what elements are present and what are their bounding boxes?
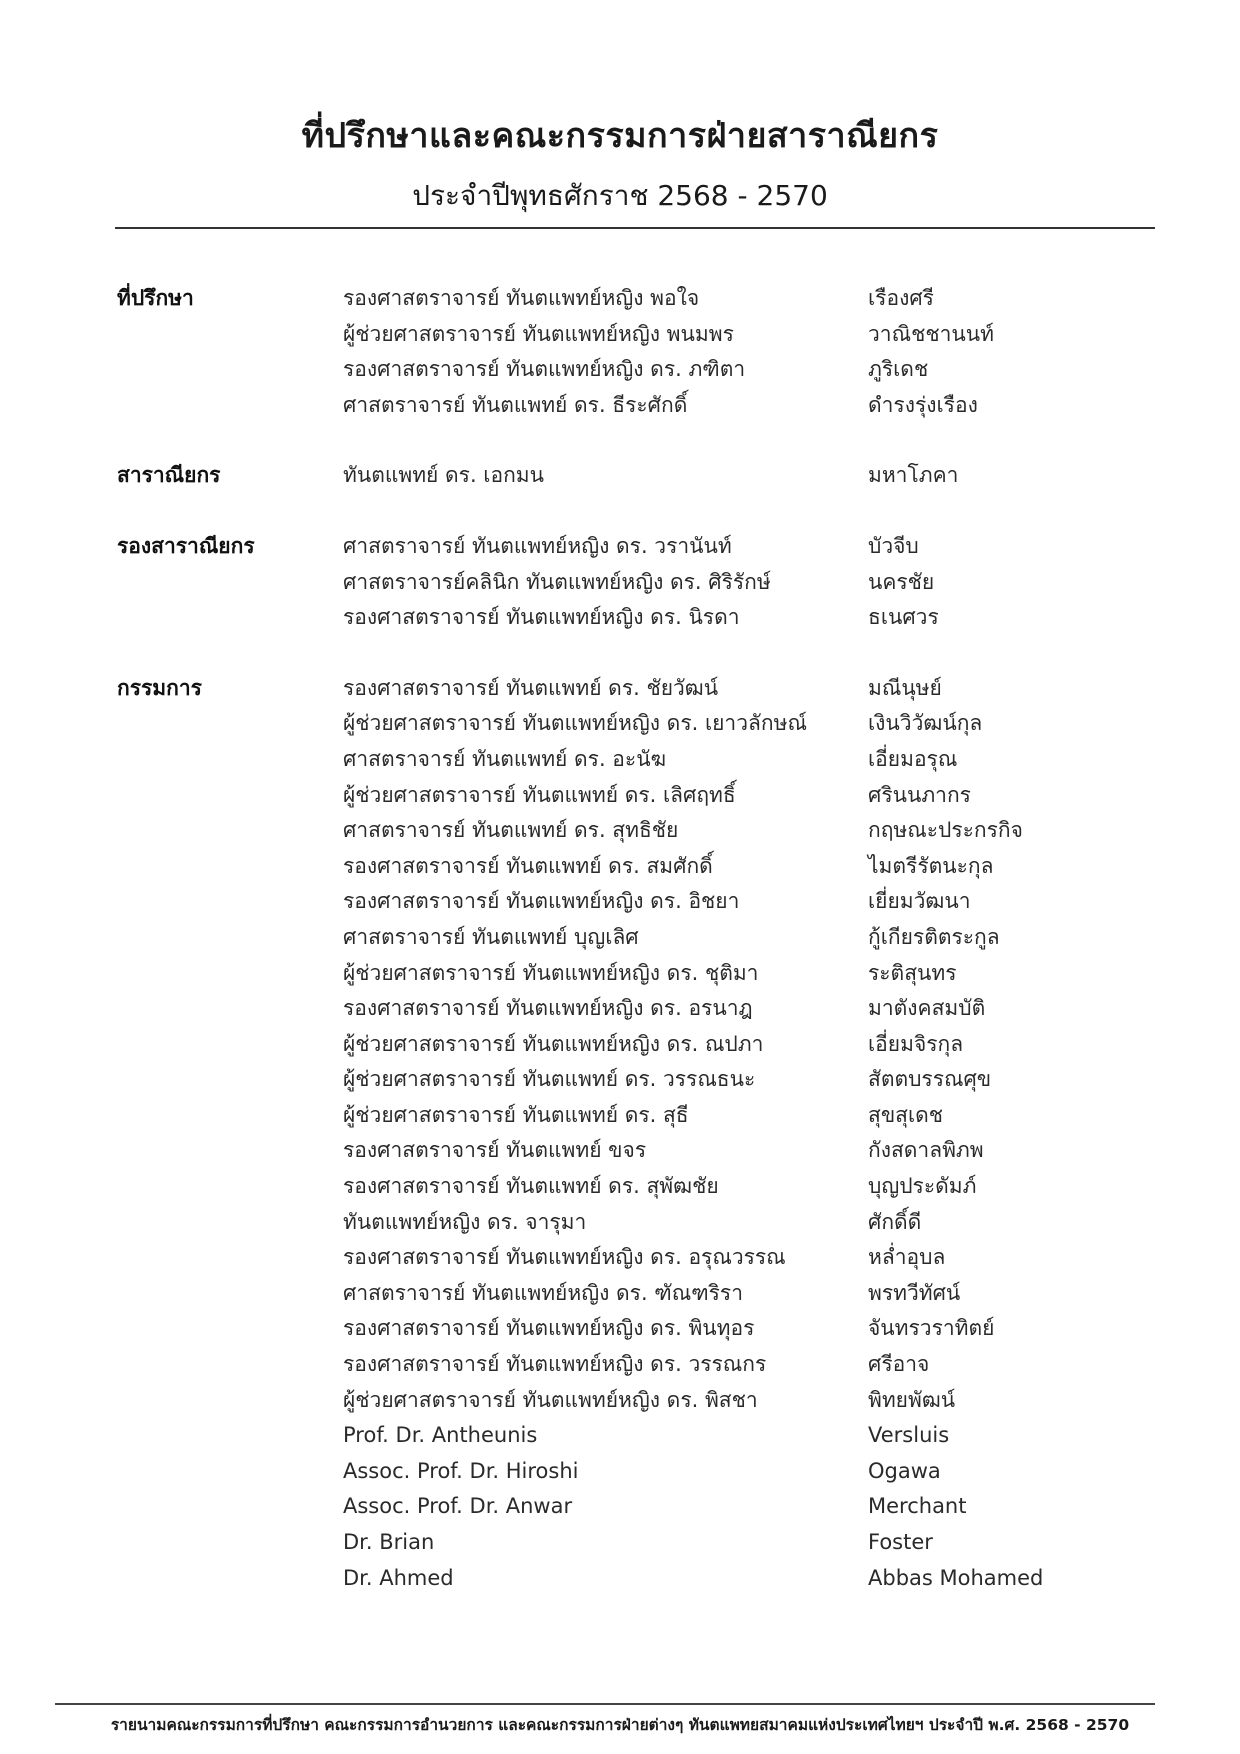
- member-surname: Ogawa: [868, 1458, 941, 1483]
- member-surname: ระติสุนทร: [868, 960, 957, 985]
- member-row: [0, 1489, 1240, 1525]
- member-title-and-given-name: ผู้ช่วยศาสตราจารย์ ทันตแพทย์ ดร. สุธี: [343, 1102, 689, 1127]
- member-title-and-given-name: Dr. Ahmed: [343, 1565, 454, 1590]
- member-surname: ธเนศวร: [868, 605, 939, 630]
- member-surname: มหาโภคา: [868, 463, 959, 488]
- committee-section: [0, 281, 1240, 423]
- member-row: [0, 1205, 1240, 1241]
- section-label: รองสาราณียกร: [117, 533, 255, 558]
- member-row: [0, 956, 1240, 992]
- member-row: [0, 849, 1240, 885]
- member-title-and-given-name: รองศาสตราจารย์ ทันตแพทย์หญิง ดร. นิรดา: [343, 605, 740, 630]
- member-row: [0, 920, 1240, 956]
- member-row: [0, 778, 1240, 814]
- member-row: [0, 1311, 1240, 1347]
- member-surname: Versluis: [868, 1423, 950, 1448]
- member-title-and-given-name: รองศาสตราจารย์ ทันตแพทย์หญิง ดร. อิชยา: [343, 889, 740, 914]
- member-surname: วาณิชชานนท์: [868, 321, 994, 346]
- member-surname: พรทวีทัศน์: [868, 1280, 961, 1305]
- section-label: ที่ปรึกษา: [117, 286, 194, 310]
- member-surname: ศักดิ์ดี: [868, 1209, 922, 1234]
- member-row: [0, 565, 1240, 601]
- member-surname: มาตังคสมบัติ: [868, 996, 986, 1021]
- member-title-and-given-name: ผู้ช่วยศาสตราจารย์ ทันตแพทย์หญิง ดร. ชุติมา: [343, 960, 759, 985]
- member-row: [0, 1561, 1240, 1597]
- member-surname: พิทยพัฒน์: [868, 1387, 956, 1412]
- member-row: [0, 458, 1240, 494]
- member-title-and-given-name: ผู้ช่วยศาสตราจารย์ ทันตแพทย์หญิง ดร. ณปภา: [343, 1031, 764, 1056]
- member-title-and-given-name: รองศาสตราจารย์ ทันตแพทย์หญิง ดร. วรรณกร: [343, 1352, 767, 1377]
- member-row: [0, 1169, 1240, 1205]
- member-surname: มณีนุษย์: [868, 675, 942, 700]
- committee-section: [0, 671, 1240, 1596]
- member-title-and-given-name: รองศาสตราจารย์ ทันตแพทย์หญิง ดร. พินทุอร: [343, 1316, 755, 1341]
- section-label: สาราณียกร: [117, 463, 221, 488]
- member-title-and-given-name: รองศาสตราจารย์ ทันตแพทย์หญิง ดร. อรนาฎ: [343, 996, 753, 1021]
- member-row: [0, 1133, 1240, 1169]
- member-row: [0, 1062, 1240, 1098]
- member-surname: Foster: [868, 1530, 933, 1554]
- committee-section: [0, 529, 1240, 636]
- member-title-and-given-name: ผู้ช่วยศาสตราจารย์ ทันตแพทย์หญิง ดร. พิสชา: [343, 1387, 758, 1412]
- member-row: [0, 1098, 1240, 1134]
- member-title-and-given-name: ศาสตราจารย์ ทันตแพทย์ บุญเลิศ: [343, 924, 639, 949]
- committee-list: [0, 281, 1240, 1631]
- member-surname: เยี่ยมวัฒนา: [868, 889, 971, 914]
- member-surname: บุญประดัมภ์: [868, 1174, 977, 1199]
- member-title-and-given-name: ทันตแพทย์ ดร. เอกมน: [343, 463, 545, 488]
- member-row: [0, 1418, 1240, 1454]
- member-row: [0, 671, 1240, 707]
- member-title-and-given-name: ศาสตราจารย์ ทันตแพทย์ ดร. สุทธิชัย: [343, 818, 679, 843]
- member-title-and-given-name: Assoc. Prof. Dr. Hiroshi: [343, 1458, 579, 1483]
- member-title-and-given-name: รองศาสตราจารย์ ทันตแพทย์ ขจร: [343, 1138, 647, 1163]
- member-surname: เรืองศรี: [868, 286, 934, 310]
- member-title-and-given-name: รองศาสตราจารย์ ทันตแพทย์หญิง ดร. อรุณวรรณ: [343, 1245, 786, 1270]
- member-row: [0, 813, 1240, 849]
- member-title-and-given-name: ศาสตราจารย์ ทันตแพทย์หญิง ดร. วรานันท์: [343, 533, 732, 558]
- member-title-and-given-name: Dr. Brian: [343, 1530, 435, 1554]
- member-surname: สัตตบรรณศุข: [868, 1067, 992, 1092]
- footer-divider: [55, 1703, 1155, 1705]
- member-row: [0, 1276, 1240, 1312]
- member-surname: เอี่ยมอรุณ: [868, 746, 958, 771]
- member-row: [0, 281, 1240, 317]
- member-title-and-given-name: ศาสตราจารย์ ทันตแพทย์หญิง ดร. ฑัณฑริรา: [343, 1280, 743, 1305]
- member-surname: Merchant: [868, 1494, 967, 1519]
- section-label: กรรมการ: [117, 675, 202, 700]
- member-surname: ศรินนภากร: [868, 782, 971, 807]
- member-title-and-given-name: รองศาสตราจารย์ ทันตแพทย์ ดร. สุพัฒชัย: [343, 1174, 719, 1199]
- member-surname: กังสดาลพิภพ: [868, 1138, 984, 1163]
- member-row: [0, 1240, 1240, 1276]
- member-surname: เงินวิวัฒน์กุล: [868, 711, 983, 736]
- member-title-and-given-name: รองศาสตราจารย์ ทันตแพทย์ ดร. ชัยวัฒน์: [343, 675, 719, 700]
- member-title-and-given-name: ผู้ช่วยศาสตราจารย์ ทันตแพทย์ ดร. วรรณธนะ: [343, 1067, 756, 1092]
- member-surname: บัวจีบ: [868, 533, 919, 558]
- member-surname: หล่ำอุบล: [868, 1245, 946, 1270]
- member-surname: ไมตรีรัตนะกุล: [868, 853, 994, 878]
- member-row: [0, 884, 1240, 920]
- member-row: [0, 991, 1240, 1027]
- member-title-and-given-name: ศาสตราจารย์ ทันตแพทย์ ดร. อะนัฆ: [343, 746, 667, 771]
- member-row: [0, 388, 1240, 424]
- member-row: [0, 706, 1240, 742]
- member-row: [0, 1347, 1240, 1383]
- member-title-and-given-name: ผู้ช่วยศาสตราจารย์ ทันตแพทย์หญิง พนมพร: [343, 321, 734, 346]
- member-row: [0, 1383, 1240, 1419]
- member-title-and-given-name: รองศาสตราจารย์ ทันตแพทย์หญิง ดร. ภฑิตา: [343, 357, 746, 382]
- member-row: [0, 1525, 1240, 1561]
- committee-section: [0, 458, 1240, 494]
- member-row: [0, 1454, 1240, 1490]
- page-title: ที่ปรึกษาและคณะกรรมการฝ่ายสาราณียกร: [301, 116, 939, 156]
- member-surname: กู้เกียรติตระกูล: [868, 924, 1000, 949]
- member-title-and-given-name: ศาสตราจารย์คลินิก ทันตแพทย์หญิง ดร. ศิริรักษ์: [343, 569, 771, 594]
- member-title-and-given-name: Assoc. Prof. Dr. Anwar: [343, 1494, 573, 1519]
- header-divider: [115, 227, 1155, 229]
- member-row: [0, 352, 1240, 388]
- member-row: [0, 1027, 1240, 1063]
- member-surname: นครชัย: [868, 569, 935, 594]
- member-surname: สุขสุเดช: [868, 1102, 944, 1127]
- member-title-and-given-name: Prof. Dr. Antheunis: [343, 1423, 538, 1448]
- member-title-and-given-name: ทันตแพทย์หญิง ดร. จารุมา: [343, 1209, 587, 1234]
- member-row: [0, 529, 1240, 565]
- member-row: [0, 742, 1240, 778]
- member-row: [0, 600, 1240, 636]
- page-subtitle: ประจำปีพุทธศักราช 2568 - 2570: [412, 179, 828, 212]
- member-surname: ภูริเดช: [868, 357, 929, 382]
- member-title-and-given-name: ศาสตราจารย์ ทันตแพทย์ ดร. ธีระศักดิ์: [343, 392, 688, 417]
- member-row: [0, 317, 1240, 353]
- member-surname: กฤษณะประกรกิจ: [868, 818, 1023, 843]
- member-surname: Abbas Mohamed: [868, 1565, 1044, 1590]
- member-surname: จันทรวราทิตย์: [868, 1316, 995, 1341]
- member-title-and-given-name: รองศาสตราจารย์ ทันตแพทย์ ดร. สมศักดิ์: [343, 853, 713, 878]
- footer-caption: รายนามคณะกรรมการที่ปรึกษา คณะกรรมการอำนวยการ และคณะกรรมการฝ่ายต่างๆ ทันตแพทยสมาคมแห่งประเทศไทยฯ ประจำปี พ.ศ. 2568 - 2570: [110, 1716, 1130, 1734]
- member-title-and-given-name: รองศาสตราจารย์ ทันตแพทย์หญิง พอใจ: [343, 286, 700, 310]
- member-surname: เอี่ยมจิรกุล: [868, 1031, 964, 1056]
- member-title-and-given-name: ผู้ช่วยศาสตราจารย์ ทันตแพทย์ ดร. เลิศฤทธิ์: [343, 782, 736, 807]
- member-title-and-given-name: ผู้ช่วยศาสตราจารย์ ทันตแพทย์หญิง ดร. เยาวลักษณ์: [343, 711, 807, 736]
- member-surname: ดำรงรุ่งเรือง: [868, 392, 978, 417]
- member-surname: ศรีอาจ: [868, 1352, 930, 1377]
